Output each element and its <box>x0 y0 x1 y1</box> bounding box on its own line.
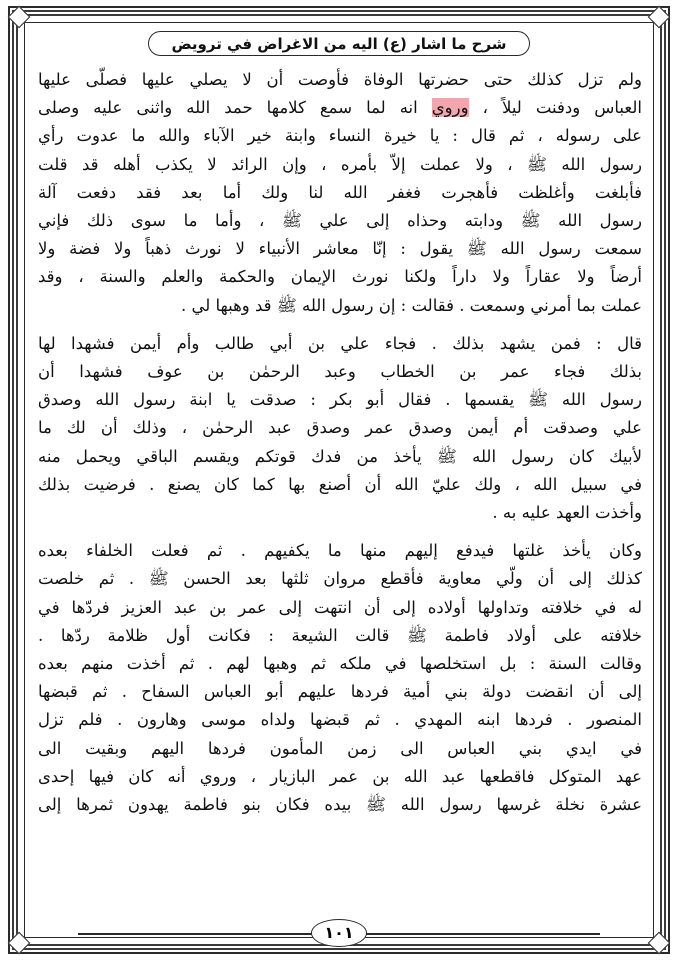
text-line: عشرة نخلة غرسها رسول الله ﷺ بيده فكان بنو فاطمة يهدون ثمرها إلى <box>38 795 642 815</box>
text-line: لأبيك كان رسول الله ﷺ يأخذ من فدك قوتكم ويقسم الباقي ويحمل منه <box>38 446 642 466</box>
text-line: رسول الله ﷺ يقسمها . فقال أبو بكر : صدقت يا ابنة رسول الله وصدق <box>38 390 642 410</box>
text-line: خلافته على أولاد فاطمة ﷺ قالت الشيعة : فكانت أول ظلامة ردّها . <box>38 625 642 645</box>
text-line <box>38 94 642 122</box>
page-number: ١٠١ <box>311 919 366 947</box>
text-line: وكان يأخذ غلتها فيدفع إليهم منها ما يكفيهم . ثم فعلت الخلفاء بعده <box>38 541 642 561</box>
page-footer <box>8 916 670 950</box>
text-line: فأبلغت وأغلظت فأهجرت فغفر الله لنا ولك أما بعد فقد دفعت آلة <box>38 182 642 202</box>
text-line: وأخذت العهد عليه به . <box>492 503 642 523</box>
text-line: عملت بما أمرني وسمعت . فقالت : إن رسول الله ﷺ قد وهبها لي . <box>180 295 642 315</box>
text-line: عهد المتوكل فاقطعها عبد الله بن عمر البازيار ، وروي أنه كان فيها إحدى <box>38 766 642 786</box>
text-line: وقالت السنة : بل استخلصها في ملكه ثم وهبها لهم . ثم أخذت منهم بعده <box>38 654 642 674</box>
text-line: ولم تزل كذلك حتى حضرتها الوفاة فأوصت أن لا يصلي عليها فصلّى عليها <box>38 70 642 89</box>
text-line: سمعت رسول الله ﷺ يقول : إنّا معاشر الأنبياء لا نورث ذهباً ولا فضة ولا <box>38 239 642 259</box>
running-header <box>68 28 610 58</box>
paragraph-2 <box>38 330 642 527</box>
text-line: قال : فمن يشهد بذلك . فجاء علي بن أبي طالب وأم أيمن فشهدا لها <box>38 333 642 353</box>
paragraph-1 <box>38 66 642 320</box>
text-line: رسول الله ﷺ ودابته وحذاه إلى علي ﷺ ، وأما ما سوى ذلك فإني <box>38 211 642 231</box>
text-line: في ايدي بني العباس الى زمن المأمون فردها اليهم وبقيت الى <box>38 738 642 758</box>
text-line-part: العباس ودفنت ليلاً ، وروي انه لما سمع كلامها حمد الله واثنى عليه وصلى <box>38 98 642 118</box>
header-cartouche <box>148 31 529 56</box>
header-title: شرح ما اشار (ع) اليه من الاغراض في ترويض <box>171 34 507 53</box>
paragraph-3 <box>38 537 642 819</box>
text-line: له في خلافته وتداولها أولاده إلى أن انتهت إلى عمر بن عبد العزيز فردّها في <box>38 597 642 617</box>
text-line: إلى أن انقضت دولة بني أمية فردها عليهم أبو العباس السفاح . ثم قبضها <box>38 682 642 702</box>
text-line: رسول الله ﷺ ، ولا عملت إلاّ بأمره ، وإن الرائد لا يكذب أهله قد قلت <box>38 154 642 174</box>
text-line: في سبيل الله ، ولك عليّ الله أن أصنع بها كما كان يصنع . فرضيت بذلك <box>38 474 642 494</box>
text-line: على رسوله ، ثم قال : يا خيرة النساء وابنة خير الآباء والله ما عدوت رأي <box>38 126 642 146</box>
highlighted-word: وروي <box>431 98 469 118</box>
text-line: المنصور . فردها ابنه المهدي . ثم قبضها ولداه موسى وهارون . فلم تزل <box>38 710 642 730</box>
text-line: أرضاً ولا عقاراً ولا داراً ولكنا نورث الإيمان والحكمة والعلم والسنة ، وقد <box>38 267 642 287</box>
body-text <box>38 66 642 906</box>
book-page <box>8 6 670 954</box>
text-line: بذلك فجاء عمر بن الخطاب وعبد الرحمٰن بن عوف فشهدا أن <box>38 362 642 382</box>
text-line: كذلك إلى أن ولّي معاوية فأقطع مروان ثلثها بعد الحسن ﷺ . ثم خلصت <box>38 569 642 589</box>
text-line: علي وصدقت أم أيمن وصدق عمر وصدق عبد الرحمٰن ، وذلك أن لك ما <box>38 418 642 438</box>
